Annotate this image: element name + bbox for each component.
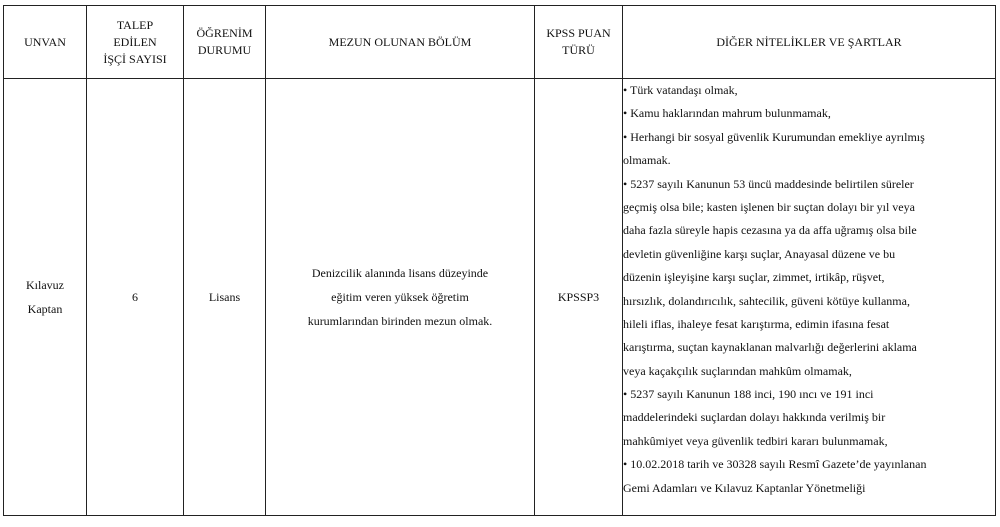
cell-unvan: Kılavuz Kaptan bbox=[4, 79, 87, 516]
header-bolum: MEZUN OLUNAN BÖLÜM bbox=[266, 6, 535, 79]
qualification-line: • Herhangi bir sosyal güvenlik Kurumundan emekliye ayrılmış bbox=[623, 129, 925, 144]
qualification-line: maddelerindeki suçlardan dolayı hakkında verilmiş bir bbox=[623, 410, 886, 425]
qualification-line: • 10.02.2018 tarih ve 30328 sayılı Resmî Gazete’de yayınlanan bbox=[623, 457, 927, 472]
cell-talep: 6 bbox=[87, 79, 184, 516]
table-row bbox=[4, 79, 996, 516]
header-talep: TALEP EDİLEN İŞÇİ SAYISI bbox=[87, 6, 184, 79]
qualification-line: karıştırma, suçtan kaynaklanan malvarlığı değerlerini aklama bbox=[623, 340, 917, 355]
header-diger: DİĞER NİTELİKLER VE ŞARTLAR bbox=[623, 6, 996, 79]
qualification-line: geçmiş olsa bile; kasten işlenen bir suçtan dolayı bir yıl veya bbox=[623, 199, 915, 214]
qualification-line: • 5237 sayılı Kanunun 188 inci, 190 ıncı ve 191 inci bbox=[623, 387, 874, 402]
qualification-line: mahkûmiyet veya güvenlik tedbiri kararı bulunmamak, bbox=[623, 433, 888, 448]
qualification-line: devletin güvenliğine karşı suçlar, Anayasal düzene ve bu bbox=[623, 246, 896, 261]
cell-diger bbox=[623, 79, 996, 516]
qualification-line: • Türk vatandaşı olmak, bbox=[623, 83, 738, 97]
cell-ogrenim: Lisans bbox=[184, 79, 266, 516]
qualification-line: • 5237 sayılı Kanunun 53 üncü maddesinde belirtilen süreler bbox=[623, 176, 914, 191]
qualification-line: hırsızlık, dolandırıcılık, sahtecilik, güveni kötüye kullanma, bbox=[623, 293, 910, 308]
header-row bbox=[4, 6, 996, 79]
cell-bolum: Denizcilik alanında lisans düzeyinde eğitim veren yüksek öğretim kurumlarından birinden mezun olmak. bbox=[266, 79, 535, 516]
header-kpss: KPSS PUAN TÜRÜ bbox=[535, 6, 623, 79]
requirements-table bbox=[3, 5, 996, 516]
cell-kpss: KPSSP3 bbox=[535, 79, 623, 516]
qualification-line: hileli iflas, ihaleye fesat karıştırma, edimin ifasına fesat bbox=[623, 316, 890, 331]
qualification-line: veya kaçakçılık suçlarından mahkûm olmamak, bbox=[623, 363, 852, 378]
qualification-line: düzenin işleyişine karşı suçlar, zimmet, irtikâp, rüşvet, bbox=[623, 270, 885, 285]
qualification-line: olmamak. bbox=[623, 153, 671, 168]
qualification-line: • Kamu haklarından mahrum bulunmamak, bbox=[623, 106, 831, 121]
qualification-line: daha fazla süreyle hapis cezasına ya da affa uğramış olsa bile bbox=[623, 223, 917, 238]
header-ogrenim: ÖĞRENİM DURUMU bbox=[184, 6, 266, 79]
qualification-line: Gemi Adamları ve Kılavuz Kaptanlar Yönetmeliği bbox=[623, 480, 866, 495]
header-unvan: UNVAN bbox=[4, 6, 87, 79]
